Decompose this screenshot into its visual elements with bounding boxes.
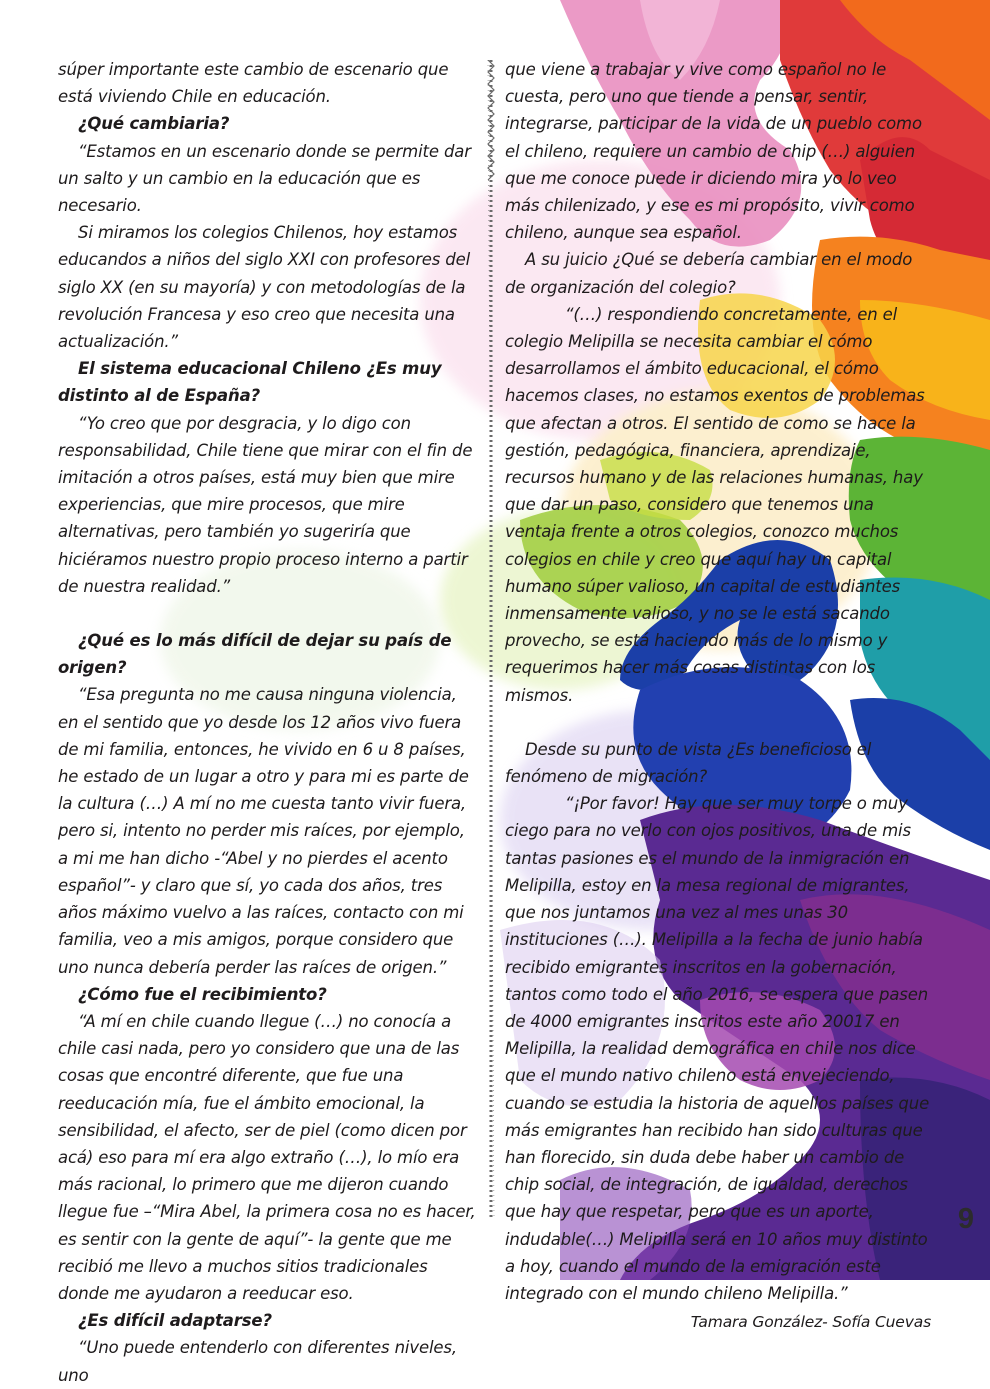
author-signature: Tamara González- Sofía Cuevas — [690, 1313, 931, 1332]
answer-paragraph: “Uno puede entenderlo con diferentes niveles, uno — [58, 1338, 457, 1385]
zigzag-column-divider — [486, 60, 496, 1220]
question-heading: El sistema educacional Chileno ¿Es muy distinto al de España? — [58, 359, 442, 406]
spacer — [505, 709, 931, 736]
paragraph-continuation: súper importante este cambio de escenario que está viviendo Chile en educación. — [58, 60, 449, 107]
paragraph-continuation: que viene a trabajar y vive como español no le cuesta, pero uno que tiende a pensar, sentir, integrarse, participar de la vida de un pueblo como el chileno, requiere un cambio de chip (…) alguien que me conoce puede ir diciendo mira yo lo veo más chilenizado, y ese es mi propósito, vivir como chileno, aunque sea español. — [505, 60, 922, 243]
answer-paragraph: “¡Por favor! Hay que ser muy torpe o muy ciego para no verlo con ojos positivos, una de mis tantas pasiones es el mundo de la inmigración en Melipilla, estoy en la mesa regional de migrantes, que nos juntamos una vez al mes unas 30 instituciones (…). Melipilla a la fecha de junio había recibido emigrantes inscritos en la gobernación, tantos como todo el año 2016, se espera que pasen de 4000 emigrantes inscritos este año 20017 en Melipilla, la realidad demográfica en chile nos dice que el mundo nativo chileno está envejeciendo, cuando se estudia la historia de aquellos países que más emigrantes han recibido han sido culturas que han florecido, sin duda debe haber un cambio de chip social, de integración, de igualdad, derechos que hay que respetar, pero que es un aporte, indudable(…) Melipilla será en 10 años muy distinto a hoy, cuando el mundo de la emigración este integrado con el mundo chileno Melipilla.” — [505, 794, 930, 1303]
left-column — [58, 56, 478, 1389]
spacer — [58, 600, 478, 627]
question-heading: ¿Qué es lo más difícil de dejar su país de origen? — [58, 631, 452, 678]
answer-paragraph: “A mí en chile cuando llegue (…) no conocía a chile casi nada, pero yo considero que una de las cosas que encontré diferente, que fue una reeducación mía, fue el ámbito emocional, la sensibilidad, el afecto, ser de piel (como dicen por acá) eso para mí era algo extraño (…), lo mío era más racional, lo primero que me dijeron cuando llegue fue –“Mira Abel, la primera cosa no es hacer, es sentir con la gente de aquí”- la gente que me recibió me llevo a muchos sitios tradicionales donde me ayudaron a reeducar eso. — [58, 1011, 476, 1303]
answer-paragraph: “Esa pregunta no me causa ninguna violencia, en el sentido que yo desde los 12 años vivo fuera de mi familia, entonces, he vivido en 6 u 8 países, he estado de un lugar a otro y para mi es parte de la cultura (…) A mí no me cuesta tanto vivir fuera, pero si, intento no perder mis raíces, por ejemplo, a mi me han dicho -“Abel y no pierdes el acento español”- y claro que sí, yo cada dos años, tres años máximo vuelvo a las raíces, contacto con mi familia, veo a mis amigos, porque considero que uno nunca debería perder las raíces de origen.” — [58, 685, 469, 977]
question-heading: ¿Qué cambiaria? — [78, 114, 230, 134]
answer-paragraph: “(…) respondiendo concretamente, en el colegio Melipilla se necesita cambiar el cómo desarrollamos el ámbito educacional, el cómo hacemos clases, no estamos exentos de problemas que afectan a otros. El sentido de como se hace la gestión, pedagógica, financiera, aprendizaje, recursos humano y de las relaciones humanas, hay que dar un paso, considero que tenemos una ventaja frente a otros colegios, conozco muchos colegios en chile y creo que aquí hay un capital humano súper valioso, un capital de estudiantes inmensamente valioso, y no se le está sacando provecho, se está haciendo más de lo mismo y requerimos hacer más cosas distintas con los mismos. — [505, 304, 925, 705]
question-heading: ¿Cómo fue el recibimiento? — [78, 984, 327, 1004]
right-column — [505, 56, 931, 1336]
answer-paragraph: “Yo creo que por desgracia, y lo digo con responsabilidad, Chile tiene que mirar con el fin de imitación a otros países, está muy bien que mire experiencias, que mire procesos, que mire alternativas, pero también yo sugeriría que hiciéramos nuestro propio proceso interno a partir de nuestra realidad.” — [58, 413, 473, 596]
question-line: A su juicio ¿Qué se debería cambiar en el modo de organización del colegio? — [505, 250, 913, 297]
question-line: Desde su punto de vista ¿Es beneficioso el fenómeno de migración? — [505, 739, 872, 787]
page-number: 9 — [957, 1203, 974, 1235]
answer-paragraph: “Estamos en un escenario donde se permite dar un salto y un cambio en la educación que es necesario. — [58, 141, 471, 216]
answer-paragraph: Si miramos los colegios Chilenos, hoy estamos educandos a niños del siglo XXI con profesores del siglo XX (en su mayoría) y con metodologías de la revolución Francesa y eso creo que necesita una actualización.” — [58, 223, 471, 352]
question-heading: ¿Es difícil adaptarse? — [78, 1311, 272, 1331]
